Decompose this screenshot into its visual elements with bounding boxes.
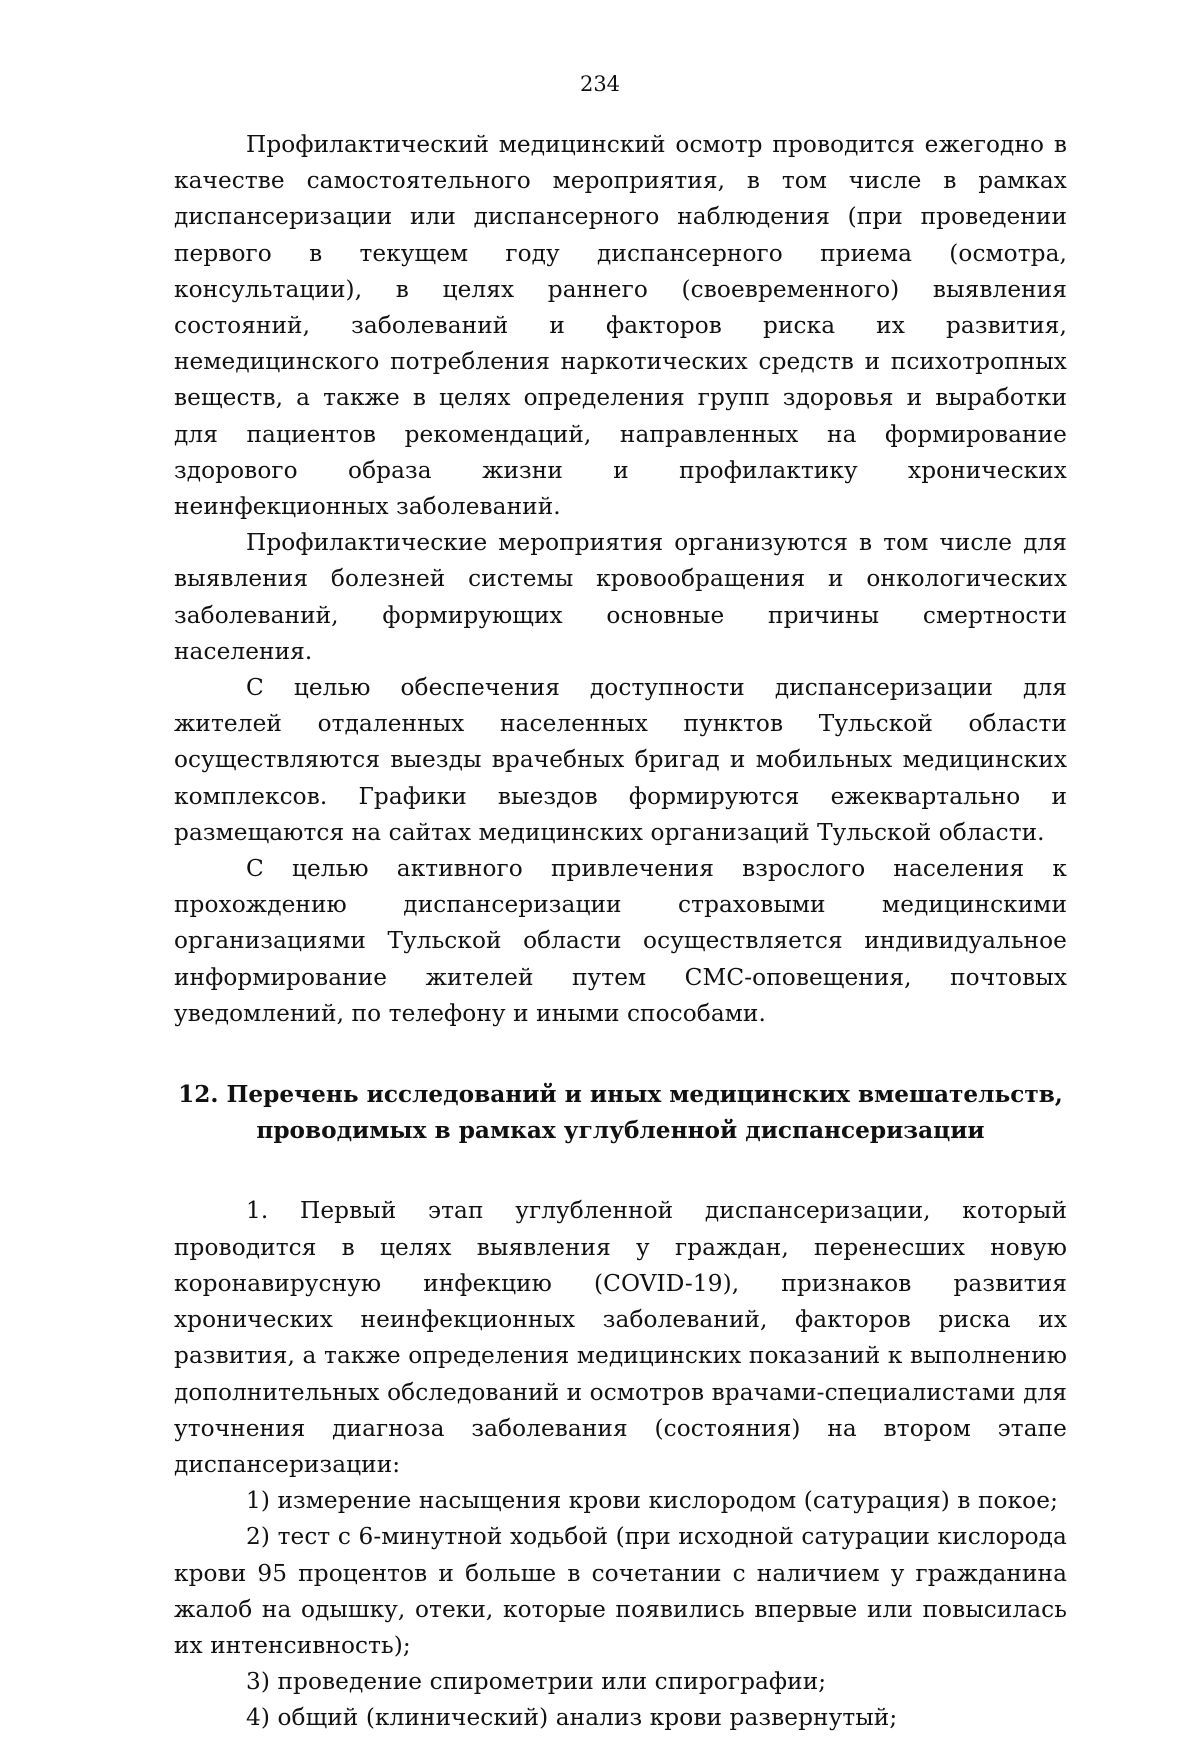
page-content <box>174 127 1067 1737</box>
page-number: 234 <box>579 72 621 96</box>
list-item-walk-test: 2) тест с 6-минутной ходьбой (при исходной сатурации кислорода крови 95 процентов и больше в сочетании с наличием у гражданина жалоб на одышку, отеки, которые появились впервые или повысилась их интенсивность); <box>174 1523 1067 1659</box>
section-heading <box>174 1077 1067 1149</box>
section-heading-line-2: проводимых в рамках углубленной диспансеризации <box>256 1117 985 1145</box>
list-item-saturation: 1) измерение насыщения крови кислородом (сатурация) в покое; <box>246 1487 1058 1515</box>
list-item-spirometry: 3) проведение спирометрии или спирографии; <box>246 1668 827 1696</box>
paragraph-mobile-teams: С целью обеспечения доступности диспансеризации для жителей отдаленных населенных пунктов Тульской области осуществляются выезды врачебных бригад и мобильных медицинских комплексов. Графики выездов формируются ежеквартально и размещаются на сайтах медицинских организаций Тульской области. <box>174 674 1067 846</box>
paragraph-first-stage: 1. Первый этап углубленной диспансеризации, который проводится в целях выявления у граждан, перенесших новую коронавирусную инфекцию (COVID-19), признаков развития хронических неинфекционных заболеваний, факторов риска их развития, а также определения медицинских показаний к выполнению дополнительных обследований и осмотров врачами-специалистами для уточнения диагноза заболевания (состояния) на втором этапе диспансеризации: <box>174 1197 1067 1478</box>
paragraph-preventive-exam: Профилактический медицинский осмотр проводится ежегодно в качестве самостоятельного мероприятия, в том числе в рамках диспансеризации или диспансерного наблюдения (при проведении первого в текущем году диспансерного приема (осмотра, консультации), в целях раннего (своевременного) выявления состояний, заболеваний и факторов риска их развития, немедицинского потребления наркотических средств и психотропных веществ, а также в целях определения групп здоровья и выработки для пациентов рекомендаций, направленных на формирование здорового образа жизни и профилактику хронических неинфекционных заболеваний. <box>174 131 1067 521</box>
paragraph-sms-informing: С целью активного привлечения взрослого населения к прохождению диспансеризации страховыми медицинскими организациями Тульской области осуществляется индивидуальное информирование жителей путем СМС-оповещения, почтовых уведомлений, по телефону и иными способами. <box>174 855 1067 1027</box>
list-item-blood-test: 4) общий (клинический) анализ крови развернутый; <box>246 1704 898 1732</box>
section-heading-line-1: 12. Перечень исследований и иных медицинских вмешательств, <box>178 1081 1063 1109</box>
paragraph-preventive-measures: Профилактические мероприятия организуются в том числе для выявления болезней системы кровообращения и онкологических заболеваний, формирующих основные причины смертности населения. <box>174 529 1067 665</box>
